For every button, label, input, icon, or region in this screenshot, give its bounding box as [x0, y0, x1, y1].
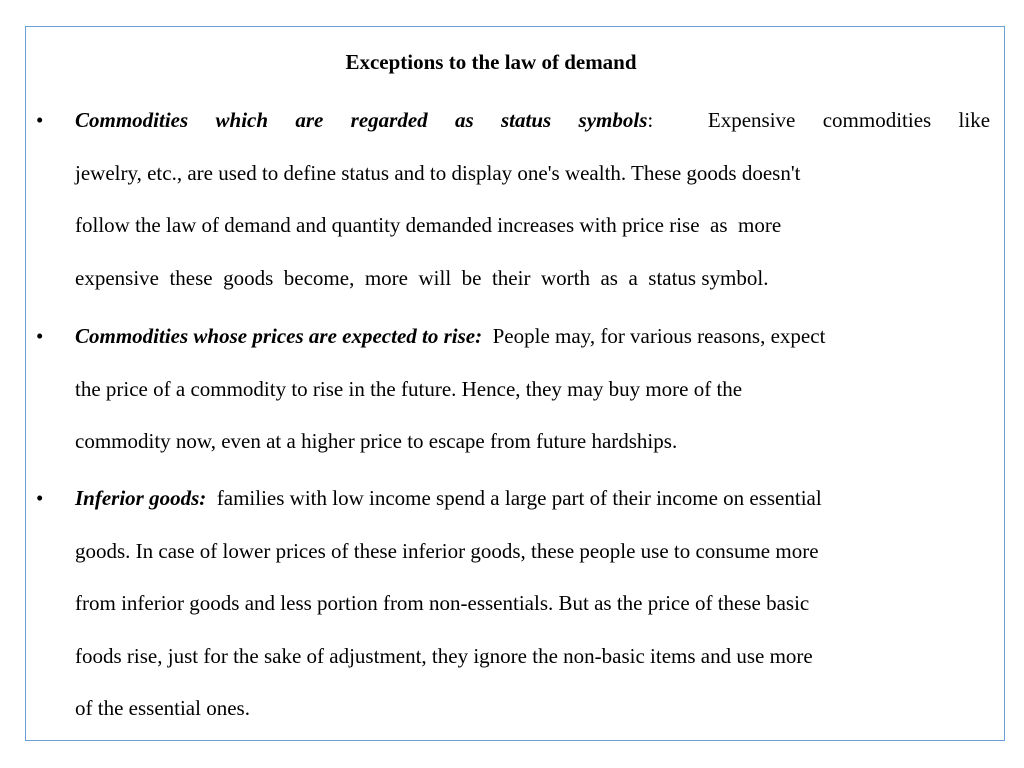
bullet-lead: Inferior goods: [75, 486, 207, 510]
bullet-marker: • [36, 486, 44, 510]
bullet-line: of the essential ones. [75, 696, 250, 720]
bullet-line-text: People may, for various reasons, expect [492, 324, 826, 348]
bullet-line-text: families with low income spend a large part of their income on essential [216, 486, 822, 510]
bullet-line: from inferior goods and less portion from non-essentials. But as the price of these basic [75, 591, 810, 615]
bullet-line [75, 94, 990, 147]
bullet-text [75, 310, 990, 468]
bullet-line: commodity now, even at a higher price to escape from future hardships. [75, 429, 678, 453]
bullet-line-text: Expensive commodities like [707, 108, 991, 132]
bullet-text [75, 94, 990, 304]
bullet-line: jewelry, etc., are used to define status and to display one's wealth. These goods doesn't [75, 160, 801, 185]
bullet-line [75, 472, 990, 525]
bullet-line: follow the law of demand and quantity demanded increases with price rise as more [75, 213, 782, 237]
bullet-marker: • [36, 108, 44, 132]
bullet-line: foods rise, just for the sake of adjustment, they ignore the non-basic items and use more [75, 643, 813, 668]
bullet-separator: : [647, 108, 654, 132]
bullet-line: goods. In case of lower prices of these inferior goods, these people use to consume more [75, 538, 819, 563]
bullet-lead: Commodities whose prices are expected to rise: [75, 324, 483, 348]
slide-title: Exceptions to the law of demand [345, 50, 637, 74]
bullet-line: expensive these goods become, more will be their worth as a status symbol. [75, 265, 769, 290]
bullet-text [75, 472, 990, 735]
bullet-lead: Commodities which are regarded as status symbols [75, 108, 648, 132]
bullet-line [75, 310, 990, 363]
bullet-line: the price of a commodity to rise in the future. Hence, they may buy more of the [75, 376, 743, 401]
bullet-marker: • [36, 324, 44, 348]
